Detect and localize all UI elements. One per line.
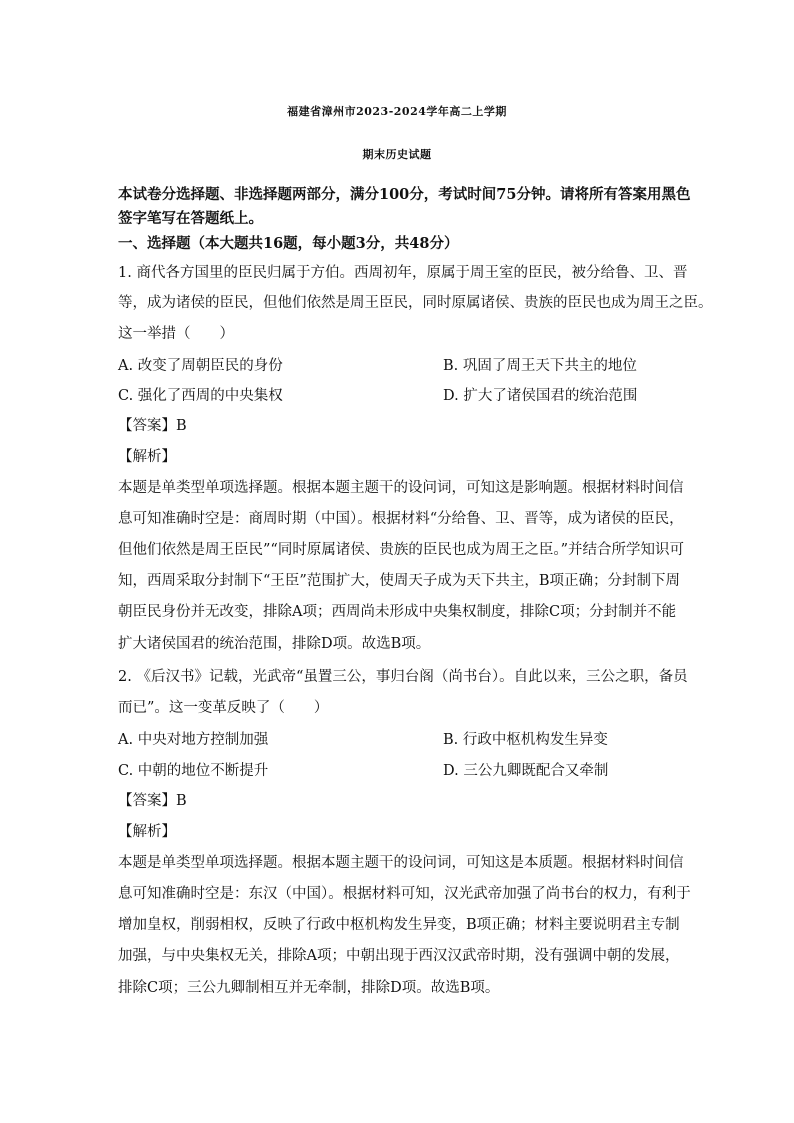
q2-analysis-line-5: 排除C项；三公九卿制相互并无牵制，排除D项。故选B项。 (118, 980, 500, 996)
q2-analysis-label: 【解析】 (118, 824, 176, 840)
q2-stem-line-1: 2. 《后汉书》记载，光武帝“虽置三公，事归台阁（尚书台）。自此以来，三公之职，备员 (118, 669, 688, 685)
q2-option-d: D. 三公九卿既配合又牵制 (443, 763, 609, 779)
q1-option-d: D. 扩大了诸侯国君的统治范围 (443, 388, 638, 404)
q1-analysis-line-4: 知，西周采取分封制下“王臣”范围扩大，使周天子成为天下共主，B项正确；分封制下周 (118, 573, 680, 589)
q1-option-b: B. 巩固了周王天下共主的地位 (443, 358, 637, 374)
instructions-line-2: 签字笔写在答题纸上。 (118, 210, 263, 227)
document-title: 福建省漳州市2023-2024学年高二上学期 (287, 105, 507, 118)
q2-analysis-line-3: 增加皇权，削弱相权，反映了行政中枢机构发生异变，B项正确；材料主要说明君主专制 (118, 917, 680, 933)
q1-stem-line-1: 1. 商代各方国里的臣民归属于方伯。西周初年，原属于周王室的臣民，被分给鲁、卫、晋 (118, 265, 688, 281)
q2-analysis-line-2: 息可知准确时空是：东汉（中国）。根据材料可知，汉光武帝加强了尚书台的权力，有利于 (118, 886, 691, 902)
q2-analysis-line-1: 本题是单类型单项选择题。根据本题主题干的设问词，可知这是本质题。根据材料时间信 (118, 855, 684, 871)
q2-option-b: B. 行政中枢机构发生异变 (443, 732, 608, 748)
q1-stem-line-2: 等，成为诸侯的臣民，但他们依然是周王臣民，同时原属诸侯、贵族的臣民也成为周王之臣。 (118, 295, 713, 311)
q1-stem-line-3: 这一举措（ ） (118, 326, 234, 342)
q1-analysis-line-6: 扩大诸侯国君的统治范围，排除D项。故选B项。 (118, 636, 431, 652)
document-subtitle: 期末历史试题 (362, 148, 432, 161)
q1-answer: 【答案】B (118, 418, 187, 434)
q2-answer: 【答案】B (118, 793, 187, 809)
q2-stem-line-2: 而已”。这一变革反映了（ ） (118, 700, 329, 716)
q2-option-a: A. 中央对地方控制加强 (118, 732, 269, 748)
q2-option-c: C. 中朝的地位不断提升 (118, 763, 269, 779)
q1-analysis-line-5: 朝臣民身份并无改变，排除A项；西周尚未形成中央集权制度，排除C项；分封制并不能 (118, 604, 677, 620)
q1-analysis-line-1: 本题是单类型单项选择题。根据本题主题干的设问词，可知这是影响题。根据材料时间信 (118, 480, 684, 496)
section-heading: 一、选择题（本大题共16题，每小题3分，共48分） (118, 235, 459, 252)
q2-analysis-line-4: 加强，与中央集权无关，排除A项；中朝出现于西汉汉武帝时期，没有强调中朝的发展， (118, 948, 680, 964)
q1-option-c: C. 强化了西周的中央集权 (118, 388, 283, 404)
instructions-line-1: 本试卷分选择题、非选择题两部分，满分100分，考试时间75分钟。请将所有答案用黑色 (118, 186, 691, 203)
q1-analysis-line-2: 息可知准确时空是：商周时期（中国）。根据材料“分给鲁、卫、晋等，成为诸侯的臣民， (118, 511, 684, 527)
q1-option-a: A. 改变了周朝臣民的身份 (118, 358, 283, 374)
q1-analysis-label: 【解析】 (118, 449, 176, 465)
q1-analysis-line-3: 但他们依然是周王臣民”“同时原属诸侯、贵族的臣民也成为周王之臣。”并结合所学知识可 (118, 542, 684, 558)
